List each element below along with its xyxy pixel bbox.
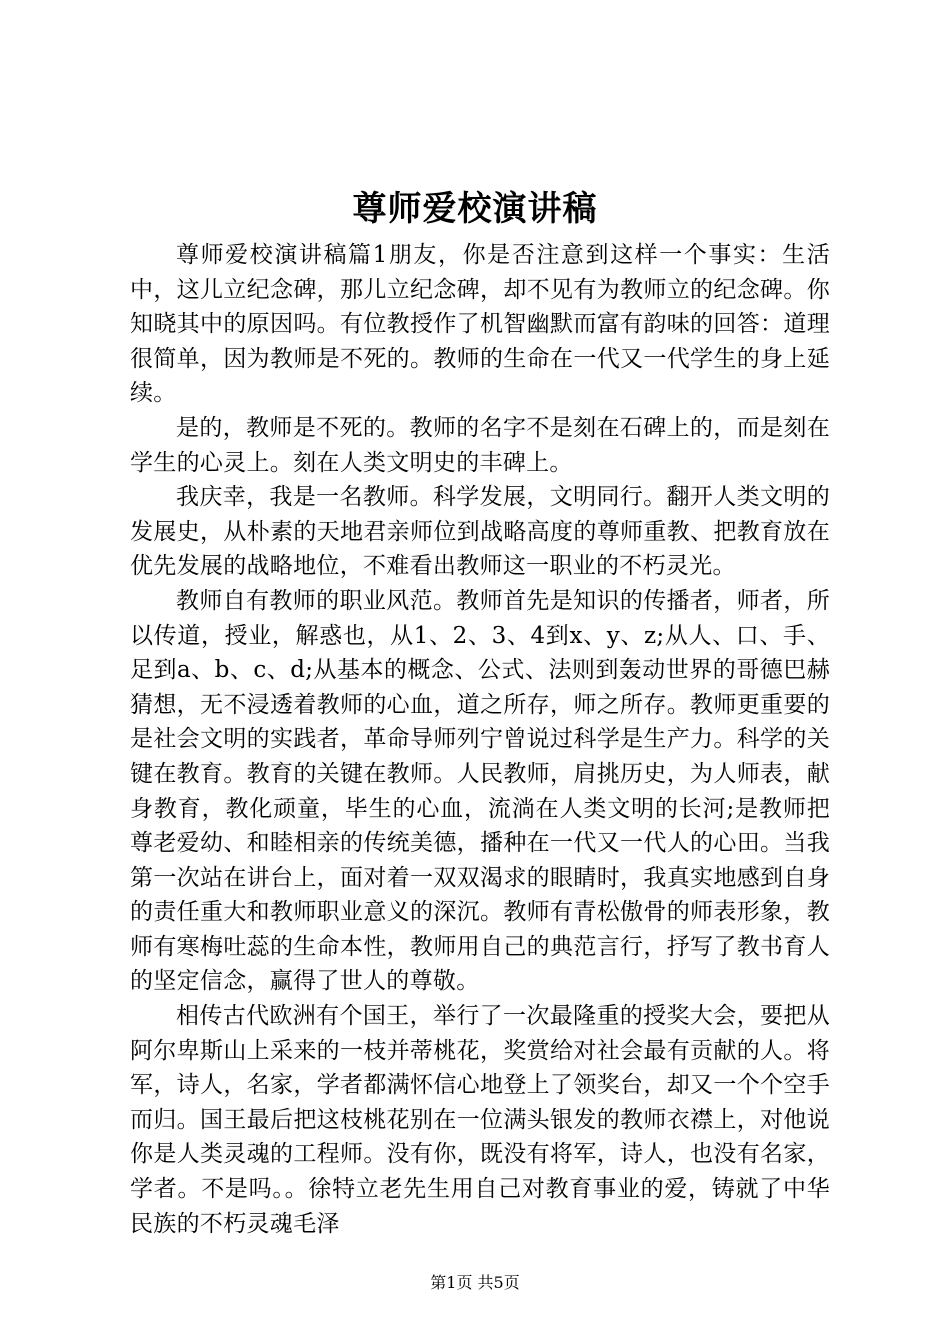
paragraph-3: 我庆幸，我是一名教师。科学发展，文明同行。翻开人类文明的发展史，从朴素的天地君亲师位到战略高度的尊师重教、把教育放在优先发展的战略地位，不难看出教师这一职业的不朽灵光。 <box>130 484 830 580</box>
paragraph-4: 教师自有教师的职业风范。教师首先是知识的传播者，师者，所以传道，授业，解惑也，从1、2、3、4到x、y、z;从人、口、手、足到a、b、c、d;从基本的概念、公式、法则到轰动世界的哥德巴赫猜想，无不浸透着教师的心血，道之所存，师之所存。教师更重要的是社会文明的实践者，革命导师列宁曾说过科学是生产力。科学的关键在教育。教育的关键在教师。人民教师，肩挑历史，为人师表，献身教育，教化顽童，毕生的心血，流淌在人类文明的长河;是教师把尊老爱幼、和睦相亲的传统美德，播种在一代又一代人的心田。当我第一次站在讲台上，面对着一双双渴求的眼睛时，我真实地感到自身的责任重大和教师职业意义的深沉。教师有青松傲骨的师表形象，教师有寒梅吐蕊的生命本性，教师用自己的典范言行，抒写了教书育人的坚定信念，赢得了世人的尊敬。 <box>130 587 830 995</box>
document-body <box>130 238 830 1241</box>
paragraph-2: 是的，教师是不死的。教师的名字不是刻在石碑上的，而是刻在学生的心灵上。刻在人类文明史的丰碑上。 <box>130 414 830 476</box>
document-title: 尊师爱校演讲稿 <box>352 189 598 229</box>
paragraph-5: 相传古代欧洲有个国王，举行了一次最隆重的授奖大会，要把从阿尔卑斯山上采来的一枝并蒂桃花，奖赏给对社会最有贡献的人。将军，诗人，名家，学者都满怀信心地登上了领奖台，却又一个个空手而归。国王最后把这枝桃花别在一位满头银发的教师衣襟上，对他说你是人类灵魂的工程师。没有你，既没有将军，诗人，也没有名家，学者。不是吗。。徐特立老先生用自己对教育事业的爱，铸就了中华民族的不朽灵魂毛泽 <box>130 1003 830 1237</box>
page-number-footer: 第1页 共5页 <box>430 1273 520 1292</box>
paragraph-1: 尊师爱校演讲稿篇1朋友，你是否注意到这样一个事实：生活中，这儿立纪念碑，那儿立纪念碑，却不见有为教师立的纪念碑。你知晓其中的原因吗。有位教授作了机智幽默而富有韵味的回答：道理很简单，因为教师是不死的。教师的生命在一代又一代学生的身上延续。 <box>130 242 830 407</box>
